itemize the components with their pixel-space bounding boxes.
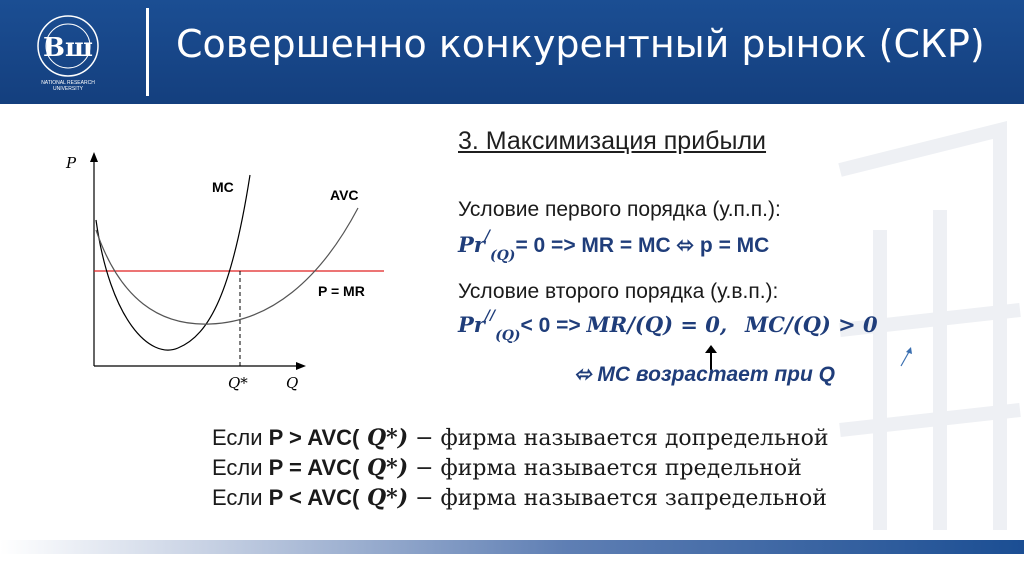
y-axis-arrow <box>90 152 98 162</box>
hse-logo <box>28 12 108 92</box>
x-axis-arrow <box>296 362 306 370</box>
y-axis-label: P <box>66 154 77 172</box>
svg-text:UNIVERSITY: UNIVERSITY <box>52 86 84 92</box>
section-title: 3. Максимизация прибыли <box>458 127 767 155</box>
svg-text:Вш: Вш <box>43 33 93 63</box>
small-up-arrow-icon <box>898 346 914 368</box>
svg-text:NATIONAL RESEARCH: NATIONAL RESEARCH <box>41 80 95 86</box>
mc-rising-note: ⬄ MC возрастает при Q <box>574 363 836 386</box>
mc-label: MC <box>212 179 234 195</box>
logo-divider <box>146 8 149 96</box>
first-order-label: Условие первого порядка (у.п.п.): <box>458 198 781 221</box>
avc-label: AVC <box>330 187 359 203</box>
supply-cost-graph <box>40 130 400 400</box>
first-order-formula: Pr/(Q)= 0 => MR = MC ⬄ p = MC <box>458 228 770 264</box>
q-star-label: Q* <box>228 374 248 392</box>
price-line-label: P = MR <box>318 283 365 299</box>
mc-curve <box>96 175 250 350</box>
footer-gradient-bar <box>0 540 1024 554</box>
condition-line-2: Если P = AVC( Q*) − фирма называется предельной <box>212 455 802 481</box>
condition-line-3: Если P < AVC( Q*) − фирма называется запредельной <box>212 485 827 511</box>
second-order-formula: Pr//(Q)< 0 => MR/(Q) = 0, MC/(Q) > 0 <box>458 308 878 344</box>
second-order-label: Условие второго порядка (у.в.п.): <box>458 280 779 303</box>
avc-curve <box>96 208 358 324</box>
x-axis-label: Q <box>286 374 299 392</box>
condition-line-1: Если P > AVC( Q*) − фирма называется допредельной <box>212 425 829 451</box>
page-title: Совершенно конкурентный рынок (СКР) <box>176 22 985 66</box>
header-bar <box>0 0 1024 104</box>
